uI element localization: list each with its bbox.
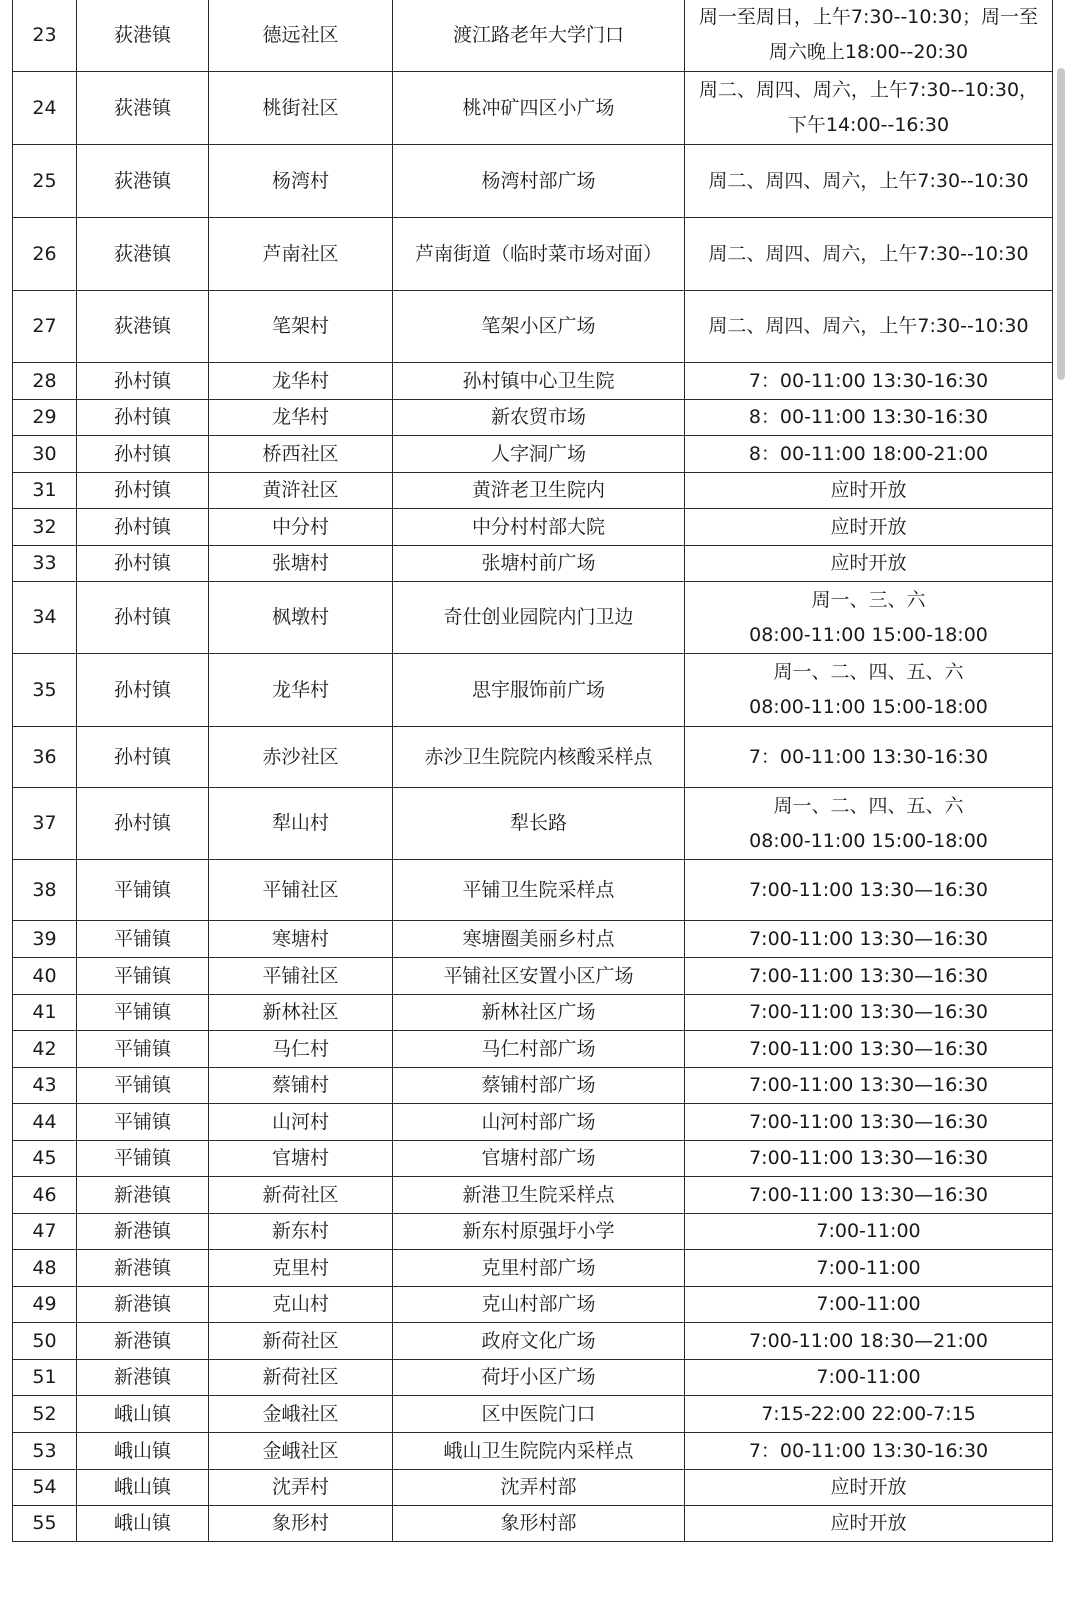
row-number: 37 — [13, 788, 77, 860]
row-number: 34 — [13, 582, 77, 654]
table-row — [13, 995, 1053, 1031]
town-cell: 孙村镇 — [77, 473, 209, 509]
table-row — [13, 1470, 1053, 1506]
site-cell: 峨山卫生院院内采样点 — [393, 1433, 685, 1470]
table-row — [13, 654, 1053, 727]
town-cell: 新港镇 — [77, 1360, 209, 1396]
community-cell: 黄浒社区 — [209, 473, 393, 509]
table-row — [13, 1360, 1053, 1396]
site-cell: 中分村村部大院 — [393, 509, 685, 546]
community-cell: 新荷社区 — [209, 1177, 393, 1214]
site-cell: 马仁村部广场 — [393, 1031, 685, 1068]
time-cell: 7：00-11:00 13:30-16:30 — [685, 363, 1053, 400]
site-cell: 赤沙卫生院院内核酸采样点 — [393, 727, 685, 788]
table-row — [13, 727, 1053, 788]
row-number: 53 — [13, 1433, 77, 1470]
community-cell: 德远社区 — [209, 0, 393, 72]
community-cell: 桃街社区 — [209, 72, 393, 145]
town-cell: 平铺镇 — [77, 958, 209, 995]
row-number: 29 — [13, 400, 77, 436]
table-row — [13, 0, 1053, 72]
town-cell: 峨山镇 — [77, 1396, 209, 1433]
row-number: 46 — [13, 1177, 77, 1214]
community-cell: 官塘村 — [209, 1141, 393, 1177]
community-cell: 新林社区 — [209, 995, 393, 1031]
table-row — [13, 72, 1053, 145]
town-cell: 平铺镇 — [77, 1031, 209, 1068]
site-cell: 克里村部广场 — [393, 1250, 685, 1287]
town-cell: 峨山镇 — [77, 1470, 209, 1506]
town-cell: 孙村镇 — [77, 546, 209, 582]
time-cell: 7:00-11:00 13:30—16:30 — [685, 958, 1053, 995]
row-number: 43 — [13, 1068, 77, 1104]
community-cell: 枫墩村 — [209, 582, 393, 654]
community-cell: 芦南社区 — [209, 218, 393, 291]
town-cell: 新港镇 — [77, 1287, 209, 1323]
row-number: 30 — [13, 436, 77, 473]
town-cell: 孙村镇 — [77, 436, 209, 473]
table-row — [13, 1506, 1053, 1542]
town-cell: 孙村镇 — [77, 509, 209, 546]
time-cell: 7:00-11:00 18:30—21:00 — [685, 1323, 1053, 1360]
row-number: 25 — [13, 145, 77, 218]
town-cell: 平铺镇 — [77, 1104, 209, 1141]
town-cell: 峨山镇 — [77, 1433, 209, 1470]
time-cell: 7:15-22:00 22:00-7:15 — [685, 1396, 1053, 1433]
town-cell: 新港镇 — [77, 1214, 209, 1250]
time-cell: 应时开放 — [685, 1470, 1053, 1506]
time-cell: 应时开放 — [685, 509, 1053, 546]
town-cell: 平铺镇 — [77, 1068, 209, 1104]
table-body — [13, 0, 1053, 1542]
row-number: 27 — [13, 291, 77, 363]
site-cell: 新东村原强圩小学 — [393, 1214, 685, 1250]
table-row — [13, 1250, 1053, 1287]
row-number: 55 — [13, 1506, 77, 1542]
town-cell: 新港镇 — [77, 1177, 209, 1214]
row-number: 38 — [13, 860, 77, 921]
community-cell: 新荷社区 — [209, 1360, 393, 1396]
site-cell: 荷圩小区广场 — [393, 1360, 685, 1396]
time-cell: 7:00-11:00 13:30—16:30 — [685, 995, 1053, 1031]
site-cell: 新林社区广场 — [393, 995, 685, 1031]
town-cell: 平铺镇 — [77, 921, 209, 958]
row-number: 24 — [13, 72, 77, 145]
table-row — [13, 218, 1053, 291]
community-cell: 马仁村 — [209, 1031, 393, 1068]
community-cell: 龙华村 — [209, 400, 393, 436]
site-cell: 奇仕创业园院内门卫边 — [393, 582, 685, 654]
site-cell: 笔架小区广场 — [393, 291, 685, 363]
site-cell: 政府文化广场 — [393, 1323, 685, 1360]
town-cell: 荻港镇 — [77, 291, 209, 363]
row-number: 40 — [13, 958, 77, 995]
row-number: 41 — [13, 995, 77, 1031]
community-cell: 张塘村 — [209, 546, 393, 582]
town-cell: 峨山镇 — [77, 1506, 209, 1542]
site-cell: 孙村镇中心卫生院 — [393, 363, 685, 400]
time-cell: 周二、周四、周六，上午7:30--10:30 — [685, 291, 1053, 363]
time-cell: 7:00-11:00 — [685, 1287, 1053, 1323]
site-cell: 沈弄村部 — [393, 1470, 685, 1506]
table-row — [13, 1104, 1053, 1141]
town-cell: 孙村镇 — [77, 363, 209, 400]
town-cell: 孙村镇 — [77, 654, 209, 727]
time-cell: 7:00-11:00 — [685, 1214, 1053, 1250]
time-cell: 7:00-11:00 13:30—16:30 — [685, 1141, 1053, 1177]
time-cell: 周二、周四、周六，上午7:30--10:30 — [685, 145, 1053, 218]
community-cell: 新荷社区 — [209, 1323, 393, 1360]
row-number: 44 — [13, 1104, 77, 1141]
community-cell: 杨湾村 — [209, 145, 393, 218]
row-number: 42 — [13, 1031, 77, 1068]
town-cell: 平铺镇 — [77, 860, 209, 921]
town-cell: 荻港镇 — [77, 0, 209, 72]
time-cell: 7:00-11:00 13:30—16:30 — [685, 1031, 1053, 1068]
table-row — [13, 1433, 1053, 1470]
row-number: 33 — [13, 546, 77, 582]
table-row — [13, 1031, 1053, 1068]
table-row — [13, 1287, 1053, 1323]
table-row — [13, 363, 1053, 400]
row-number: 50 — [13, 1323, 77, 1360]
town-cell: 孙村镇 — [77, 727, 209, 788]
community-cell: 龙华村 — [209, 363, 393, 400]
table-row — [13, 582, 1053, 654]
time-cell: 周一、三、六 08:00-11:00 15:00-18:00 — [685, 582, 1053, 654]
table-row — [13, 1068, 1053, 1104]
row-number: 28 — [13, 363, 77, 400]
site-cell: 象形村部 — [393, 1506, 685, 1542]
time-cell: 7：00-11:00 13:30-16:30 — [685, 1433, 1053, 1470]
time-cell: 周一至周日，上午7:30--10:30；周一至周六晚上18:00--20:30 — [685, 0, 1053, 72]
community-cell: 克里村 — [209, 1250, 393, 1287]
time-cell: 7:00-11:00 13:30—16:30 — [685, 1177, 1053, 1214]
row-number: 26 — [13, 218, 77, 291]
site-cell: 山河村部广场 — [393, 1104, 685, 1141]
community-cell: 桥西社区 — [209, 436, 393, 473]
time-cell: 应时开放 — [685, 473, 1053, 509]
site-cell: 官塘村部广场 — [393, 1141, 685, 1177]
town-cell: 孙村镇 — [77, 582, 209, 654]
community-cell: 赤沙社区 — [209, 727, 393, 788]
town-cell: 平铺镇 — [77, 995, 209, 1031]
row-number: 45 — [13, 1141, 77, 1177]
site-cell: 思宇服饰前广场 — [393, 654, 685, 727]
time-cell: 周二、周四、周六，上午7:30--10:30 — [685, 218, 1053, 291]
community-cell: 山河村 — [209, 1104, 393, 1141]
row-number: 52 — [13, 1396, 77, 1433]
table-row — [13, 1177, 1053, 1214]
table-row — [13, 473, 1053, 509]
row-number: 48 — [13, 1250, 77, 1287]
site-cell: 寒塘圈美丽乡村点 — [393, 921, 685, 958]
community-cell: 象形村 — [209, 1506, 393, 1542]
site-cell: 蔡铺村部广场 — [393, 1068, 685, 1104]
community-cell: 沈弄村 — [209, 1470, 393, 1506]
time-cell: 周一、二、四、五、六 08:00-11:00 15:00-18:00 — [685, 654, 1053, 727]
community-cell: 新东村 — [209, 1214, 393, 1250]
site-cell: 桃冲矿四区小广场 — [393, 72, 685, 145]
town-cell: 荻港镇 — [77, 145, 209, 218]
site-cell: 芦南街道（临时菜市场对面） — [393, 218, 685, 291]
table-row — [13, 145, 1053, 218]
row-number: 51 — [13, 1360, 77, 1396]
site-cell: 平铺社区安置小区广场 — [393, 958, 685, 995]
site-cell: 新农贸市场 — [393, 400, 685, 436]
table-row — [13, 788, 1053, 860]
row-number: 36 — [13, 727, 77, 788]
row-number: 32 — [13, 509, 77, 546]
site-cell: 杨湾村部广场 — [393, 145, 685, 218]
site-cell: 张塘村前广场 — [393, 546, 685, 582]
scrollbar-thumb[interactable] — [1057, 68, 1065, 380]
town-cell: 孙村镇 — [77, 400, 209, 436]
table-row — [13, 400, 1053, 436]
row-number: 47 — [13, 1214, 77, 1250]
table-row — [13, 860, 1053, 921]
table-row — [13, 546, 1053, 582]
town-cell: 新港镇 — [77, 1323, 209, 1360]
community-cell: 龙华村 — [209, 654, 393, 727]
table-row — [13, 1141, 1053, 1177]
community-cell: 蔡铺村 — [209, 1068, 393, 1104]
town-cell: 孙村镇 — [77, 788, 209, 860]
site-cell: 渡江路老年大学门口 — [393, 0, 685, 72]
community-cell: 金峨社区 — [209, 1433, 393, 1470]
community-cell: 金峨社区 — [209, 1396, 393, 1433]
table-row — [13, 921, 1053, 958]
time-cell: 周二、周四、周六，上午7:30--10:30，下午14:00--16:30 — [685, 72, 1053, 145]
time-cell: 7:00-11:00 — [685, 1360, 1053, 1396]
row-number: 39 — [13, 921, 77, 958]
time-cell: 应时开放 — [685, 1506, 1053, 1542]
town-cell: 新港镇 — [77, 1250, 209, 1287]
table-row — [13, 291, 1053, 363]
sampling-site-table — [12, 0, 1053, 1542]
row-number: 35 — [13, 654, 77, 727]
site-cell: 犁长路 — [393, 788, 685, 860]
table-row — [13, 958, 1053, 995]
site-cell: 区中医院门口 — [393, 1396, 685, 1433]
time-cell: 7:00-11:00 13:30—16:30 — [685, 860, 1053, 921]
time-cell: 7:00-11:00 13:30—16:30 — [685, 921, 1053, 958]
site-cell: 人字洞广场 — [393, 436, 685, 473]
time-cell: 8：00-11:00 13:30-16:30 — [685, 400, 1053, 436]
time-cell: 8：00-11:00 18:00-21:00 — [685, 436, 1053, 473]
town-cell: 荻港镇 — [77, 218, 209, 291]
community-cell: 平铺社区 — [209, 860, 393, 921]
site-cell: 新港卫生院采样点 — [393, 1177, 685, 1214]
table-row — [13, 436, 1053, 473]
community-cell: 克山村 — [209, 1287, 393, 1323]
community-cell: 犁山村 — [209, 788, 393, 860]
row-number: 23 — [13, 0, 77, 72]
site-cell: 平铺卫生院采样点 — [393, 860, 685, 921]
time-cell: 7:00-11:00 — [685, 1250, 1053, 1287]
row-number: 31 — [13, 473, 77, 509]
table-row — [13, 1214, 1053, 1250]
row-number: 54 — [13, 1470, 77, 1506]
town-cell: 荻港镇 — [77, 72, 209, 145]
community-cell: 中分村 — [209, 509, 393, 546]
time-cell: 7:00-11:00 13:30—16:30 — [685, 1104, 1053, 1141]
table-row — [13, 509, 1053, 546]
row-number: 49 — [13, 1287, 77, 1323]
time-cell: 周一、二、四、五、六 08:00-11:00 15:00-18:00 — [685, 788, 1053, 860]
time-cell: 7：00-11:00 13:30-16:30 — [685, 727, 1053, 788]
table-row — [13, 1323, 1053, 1360]
site-cell: 黄浒老卫生院内 — [393, 473, 685, 509]
site-cell: 克山村部广场 — [393, 1287, 685, 1323]
community-cell: 笔架村 — [209, 291, 393, 363]
community-cell: 寒塘村 — [209, 921, 393, 958]
town-cell: 平铺镇 — [77, 1141, 209, 1177]
community-cell: 平铺社区 — [209, 958, 393, 995]
table-row — [13, 1396, 1053, 1433]
time-cell: 应时开放 — [685, 546, 1053, 582]
time-cell: 7:00-11:00 13:30—16:30 — [685, 1068, 1053, 1104]
